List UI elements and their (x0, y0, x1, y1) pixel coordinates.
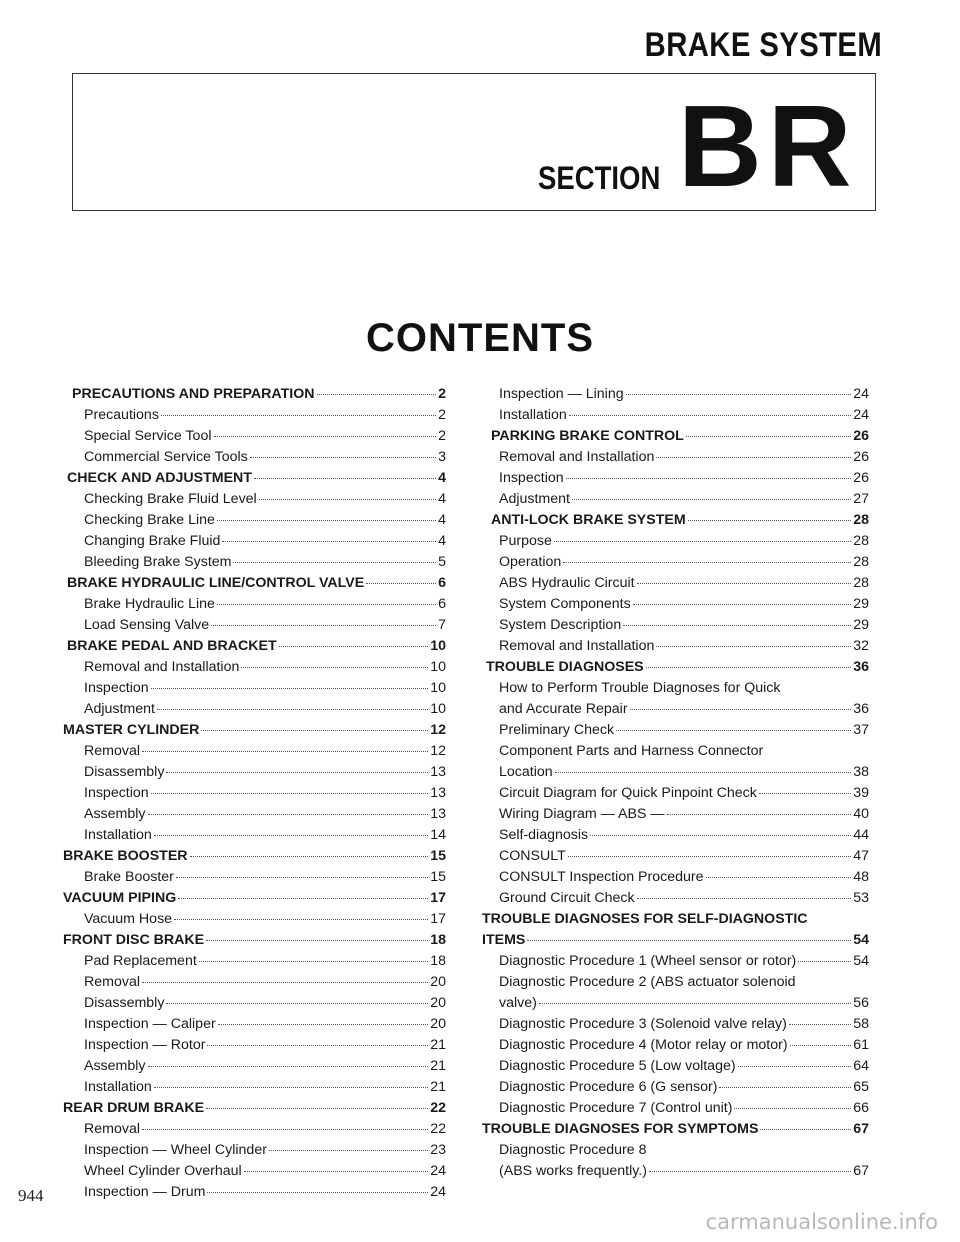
toc-entry[interactable]: Assembly 13 (84, 806, 446, 822)
toc-entry[interactable]: Removal 20 (84, 974, 446, 990)
toc-entry[interactable]: PRECAUTIONS AND PREPARATION 2 (72, 386, 446, 402)
toc-entry[interactable]: Removal 12 (84, 743, 446, 759)
toc-entry[interactable]: Inspection — Wheel Cylinder 23 (84, 1142, 446, 1158)
toc-entry[interactable]: Ground Circuit Check 53 (499, 890, 869, 906)
contents-title: CONTENTS (366, 316, 594, 360)
toc-entry[interactable]: Inspection — Drum 24 (84, 1184, 446, 1200)
toc-entry[interactable]: Installation 24 (499, 407, 869, 423)
toc-entry[interactable]: ABS Hydraulic Circuit 28 (499, 575, 869, 591)
toc-entry[interactable]: System Components 29 (499, 596, 869, 612)
toc-entry[interactable]: Diagnostic Procedure 4 (Motor relay or motor) 61 (499, 1037, 869, 1053)
toc-entry[interactable]: Changing Brake Fluid 4 (84, 533, 446, 549)
toc-entry[interactable]: CONSULT Inspection Procedure 48 (499, 869, 869, 885)
toc-entry[interactable]: and Accurate Repair 36 (499, 701, 869, 717)
toc-entry[interactable]: ANTI-LOCK BRAKE SYSTEM 28 (491, 512, 869, 528)
toc-entry[interactable]: MASTER CYLINDER 12 (63, 722, 446, 738)
toc-right-column (482, 384, 869, 1182)
toc-entry[interactable]: Pad Replacement 18 (84, 953, 446, 969)
section-label: SECTION (538, 160, 661, 196)
toc-entry[interactable]: Diagnostic Procedure 1 (Wheel sensor or rotor) 54 (499, 953, 869, 969)
toc-entry[interactable]: Load Sensing Valve 7 (84, 617, 446, 633)
toc-entry[interactable]: Inspection 13 (84, 785, 446, 801)
toc-entry[interactable]: Adjustment 27 (499, 491, 869, 507)
toc-entry[interactable]: Brake Booster 15 (84, 869, 446, 885)
toc-entry[interactable]: Removal and Installation 26 (499, 449, 869, 465)
toc-entry[interactable]: Removal and Installation 32 (499, 638, 869, 654)
watermark-text: carmanualsonline.info (705, 1210, 938, 1234)
toc-left-column (63, 384, 446, 1203)
section-code: BR (678, 81, 858, 211)
toc-entry[interactable]: Adjustment 10 (84, 701, 446, 717)
toc-entry[interactable]: Inspection — Caliper 20 (84, 1016, 446, 1032)
toc-entry[interactable]: Wheel Cylinder Overhaul 24 (84, 1163, 446, 1179)
toc-entry-text[interactable]: Component Parts and Harness Connector (499, 743, 764, 759)
toc-entry[interactable]: Checking Brake Fluid Level 4 (84, 491, 446, 507)
toc-entry[interactable]: TROUBLE DIAGNOSES 36 (486, 659, 869, 675)
toc-entry[interactable]: Disassembly 13 (84, 764, 446, 780)
toc-entry[interactable]: CONSULT 47 (499, 848, 869, 864)
toc-entry[interactable]: Wiring Diagram — ABS — 40 (499, 806, 869, 822)
toc-entry[interactable]: BRAKE HYDRAULIC LINE/CONTROL VALVE 6 (67, 575, 446, 591)
toc-entry[interactable]: Diagnostic Procedure 6 (G sensor) 65 (499, 1079, 869, 1095)
toc-entry[interactable]: Location 38 (499, 764, 869, 780)
toc-entry[interactable]: Checking Brake Line 4 (84, 512, 446, 528)
toc-entry[interactable]: Inspection — Lining 24 (499, 386, 869, 402)
toc-entry[interactable]: Installation 21 (84, 1079, 446, 1095)
toc-entry[interactable]: Commercial Service Tools 3 (84, 449, 446, 465)
system-title: BRAKE SYSTEM (644, 26, 882, 64)
toc-entry[interactable]: Circuit Diagram for Quick Pinpoint Check 39 (499, 785, 869, 801)
toc-entry[interactable]: BRAKE PEDAL AND BRACKET 10 (67, 638, 446, 654)
toc-entry-text[interactable]: How to Perform Trouble Diagnoses for Quick (499, 680, 781, 696)
toc-entry[interactable]: REAR DRUM BRAKE 22 (63, 1100, 446, 1116)
toc-entry[interactable]: (ABS works frequently.) 67 (499, 1163, 869, 1179)
toc-entry[interactable]: ITEMS 54 (482, 932, 869, 948)
toc-entry[interactable]: VACUUM PIPING 17 (63, 890, 446, 906)
toc-entry[interactable]: Special Service Tool 2 (84, 428, 446, 444)
toc-entry[interactable]: Inspection 10 (84, 680, 446, 696)
toc-entry[interactable]: Vacuum Hose 17 (84, 911, 446, 927)
toc-entry[interactable]: Disassembly 20 (84, 995, 446, 1011)
toc-entry[interactable]: Removal and Installation 10 (84, 659, 446, 675)
toc-entry-text[interactable]: Diagnostic Procedure 8 (499, 1142, 647, 1158)
toc-entry[interactable]: Inspection 26 (499, 470, 869, 486)
toc-entry[interactable]: Assembly 21 (84, 1058, 446, 1074)
toc-entry[interactable]: Operation 28 (499, 554, 869, 570)
toc-entry[interactable]: Removal 22 (84, 1121, 446, 1137)
toc-entry[interactable]: TROUBLE DIAGNOSES FOR SYMPTOMS 67 (482, 1121, 869, 1137)
toc-entry[interactable]: PARKING BRAKE CONTROL 26 (491, 428, 869, 444)
toc-entry[interactable]: Preliminary Check 37 (499, 722, 869, 738)
toc-entry[interactable]: Bleeding Brake System 5 (84, 554, 446, 570)
toc-entry[interactable]: Precautions 2 (84, 407, 446, 423)
toc-entry[interactable]: Diagnostic Procedure 3 (Solenoid valve relay) 58 (499, 1016, 869, 1032)
toc-entry[interactable]: Diagnostic Procedure 5 (Low voltage) 64 (499, 1058, 869, 1074)
toc-entry[interactable]: valve) 56 (499, 995, 869, 1011)
toc-entry[interactable]: Installation 14 (84, 827, 446, 843)
toc-entry[interactable]: Diagnostic Procedure 7 (Control unit) 66 (499, 1100, 869, 1116)
toc-entry[interactable]: Purpose 28 (499, 533, 869, 549)
toc-entry-text[interactable]: TROUBLE DIAGNOSES FOR SELF-DIAGNOSTIC (482, 911, 808, 927)
page-number: 944 (18, 1186, 44, 1205)
toc-entry[interactable]: System Description 29 (499, 617, 869, 633)
toc-entry[interactable]: Brake Hydraulic Line 6 (84, 596, 446, 612)
toc-entry[interactable]: BRAKE BOOSTER 15 (63, 848, 446, 864)
toc-entry[interactable]: Self-diagnosis 44 (499, 827, 869, 843)
toc-entry[interactable]: Inspection — Rotor 21 (84, 1037, 446, 1053)
toc-entry[interactable]: FRONT DISC BRAKE 18 (63, 932, 446, 948)
toc-entry-text[interactable]: Diagnostic Procedure 2 (ABS actuator solenoid (499, 974, 796, 990)
toc-entry[interactable]: CHECK AND ADJUSTMENT 4 (67, 470, 446, 486)
